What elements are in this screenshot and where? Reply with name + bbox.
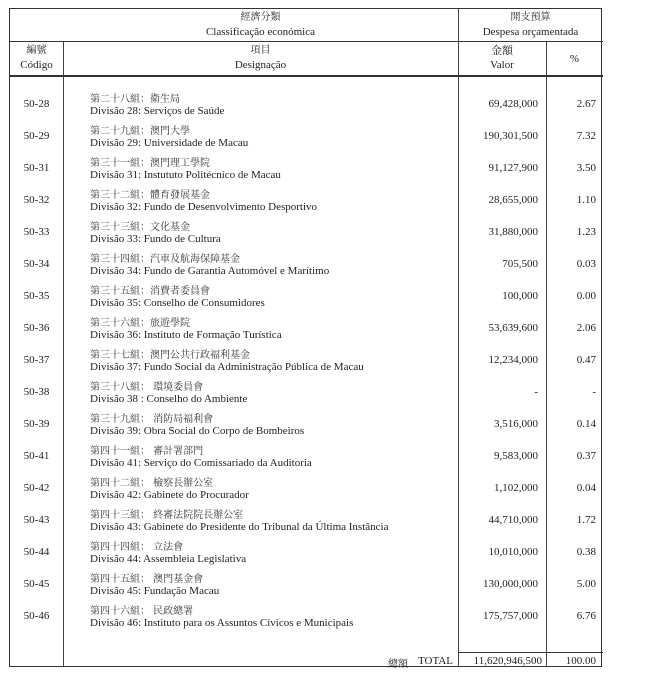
- row-code: 50-44: [23, 546, 50, 558]
- row-name-pt: Divisão 39: Obra Social do Corpo de Bombeiros: [90, 425, 305, 437]
- row-value: 69,428,000: [488, 98, 538, 110]
- total-value: 11,620,946,500: [473, 655, 542, 667]
- row-name-pt: Divisão 44: Assembleia Legislativa: [90, 553, 247, 565]
- row-name-pt: Divisão 35: Conselho de Consumidores: [90, 297, 265, 309]
- row-name-zh: 第三十八組： 環境委員會: [90, 382, 204, 393]
- row-code: 50-39: [23, 418, 50, 430]
- table-row: [10, 537, 603, 569]
- row-name-pt: Divisão 32: Fundo de Desenvolvimento Desportivo: [90, 201, 318, 213]
- row-name-pt: Divisão 28: Serviços de Saúde: [90, 105, 225, 117]
- row-percent: 5.00: [576, 578, 596, 590]
- row-percent: 1.23: [576, 226, 596, 238]
- row-name-pt: Divisão 34: Fundo de Garantia Automóvel e Marítimo: [90, 265, 330, 277]
- table-row: [10, 217, 603, 249]
- header-divider: [10, 75, 603, 77]
- row-name-zh: 第四十一組： 審計署部門: [90, 446, 204, 457]
- row-value: 28,655,000: [488, 194, 538, 206]
- table-row: [10, 89, 603, 121]
- row-value: 9,583,000: [494, 450, 538, 462]
- row-value: 130,000,000: [483, 578, 538, 590]
- row-code: 50-41: [23, 450, 50, 462]
- row-name-pt: Divisão 33: Fundo de Cultura: [90, 233, 221, 245]
- row-name-pt: Divisão 46: Instituto para os Assuntos Cívicos e Municipais: [90, 617, 354, 629]
- row-name-zh: 第四十五組： 澳門基金會: [90, 574, 204, 585]
- row-name-zh: 第三十二組：體育發展基金: [90, 190, 210, 201]
- item-header: [63, 44, 458, 72]
- row-name-zh: 第四十六組： 民政總署: [90, 606, 194, 617]
- table-row: [10, 569, 603, 601]
- row-percent: -: [592, 386, 596, 398]
- row-code: 50-42: [23, 482, 50, 494]
- row-name-pt: Divisão 31: Instututo Politécnico de Macau: [90, 169, 281, 181]
- value-pt: Valor: [490, 59, 514, 71]
- row-value: 1,102,000: [494, 482, 538, 494]
- row-percent: 7.32: [576, 130, 596, 142]
- code-pt: Código: [20, 59, 53, 71]
- row-value: 91,127,900: [488, 162, 538, 174]
- classification-pt: Classificação económica: [205, 26, 316, 38]
- total-percent: 100.00: [565, 655, 596, 667]
- row-percent: 0.04: [576, 482, 596, 494]
- item-zh: 項目: [250, 45, 271, 56]
- row-name-pt: Divisão 42: Gabinete do Procurador: [90, 489, 249, 501]
- table-row: [10, 281, 603, 313]
- table-row: [10, 121, 603, 153]
- row-value: 175,757,000: [483, 610, 538, 622]
- table-row: [10, 377, 603, 409]
- row-value: 705,500: [502, 258, 538, 270]
- row-name-zh: 第三十四組：汽車及航海保障基金: [90, 254, 240, 265]
- row-code: 50-33: [23, 226, 50, 238]
- row-name-zh: 第二十九組：澳門大學: [90, 126, 190, 137]
- item-pt: Designação: [234, 59, 287, 71]
- classification-header: [63, 11, 458, 39]
- row-code: 50-35: [23, 290, 50, 302]
- header-divider: [10, 41, 603, 42]
- row-percent: 2.06: [576, 322, 596, 334]
- table-row: [10, 345, 603, 377]
- row-name-zh: 第四十四組： 立法會: [90, 542, 184, 553]
- total-label-pt: TOTAL: [418, 655, 453, 667]
- row-percent: 0.37: [576, 450, 596, 462]
- row-percent: 0.14: [576, 418, 596, 430]
- row-name-pt: Divisão 29: Universidade de Macau: [90, 137, 249, 149]
- table-row: [10, 185, 603, 217]
- row-value: 10,010,000: [488, 546, 538, 558]
- row-value: 53,639,600: [488, 322, 538, 334]
- table-row: [10, 313, 603, 345]
- row-name-zh: 第三十六組：旅遊學院: [90, 318, 190, 329]
- row-value: 3,516,000: [494, 418, 538, 430]
- row-name-zh: 第二十八組：衛生局: [90, 94, 180, 105]
- budget-pt: Despesa orçamentada: [482, 26, 579, 38]
- row-name-pt: Divisão 36: Instituto de Formação Turística: [90, 329, 282, 341]
- value-header: [458, 44, 546, 72]
- row-name-pt: Divisão 43: Gabinete do Presidente do Tribunal da Última Instância: [90, 521, 389, 533]
- row-name-pt: Divisão 41: Serviço do Comissariado da Auditoria: [90, 457, 312, 469]
- budget-table: [9, 8, 602, 670]
- table-row: [10, 153, 603, 185]
- row-code: 50-36: [23, 322, 50, 334]
- percent-header: %: [569, 53, 580, 65]
- row-percent: 6.76: [576, 610, 596, 622]
- row-code: 50-38: [23, 386, 50, 398]
- row-code: 50-45: [23, 578, 50, 590]
- row-code: 50-28: [23, 98, 50, 110]
- row-name-zh: 第三十九組： 消防局福利會: [90, 414, 214, 425]
- total-row: [10, 655, 603, 668]
- table-row: [10, 249, 603, 281]
- row-percent: 3.50: [576, 162, 596, 174]
- row-name-zh: 第三十五組：消費者委員會: [90, 286, 210, 297]
- row-value: 12,234,000: [488, 354, 538, 366]
- row-code: 50-29: [23, 130, 50, 142]
- row-code: 50-46: [23, 610, 50, 622]
- row-code: 50-37: [23, 354, 50, 366]
- classification-zh: 經濟分類: [240, 12, 281, 23]
- row-percent: 0.38: [576, 546, 596, 558]
- row-percent: 0.47: [576, 354, 596, 366]
- table-row: [10, 473, 603, 505]
- code-header: [10, 44, 63, 72]
- row-name-pt: Divisão 37: Fundo Social da Administração Pública de Macau: [90, 361, 364, 373]
- row-code: 50-31: [23, 162, 50, 174]
- row-name-zh: 第三十一組：澳門理工學院: [90, 158, 210, 169]
- total-label-zh: 總額: [388, 659, 408, 670]
- row-name-pt: Divisão 38 : Conselho do Ambiente: [90, 393, 248, 405]
- row-value: 31,880,000: [488, 226, 538, 238]
- row-value: 44,710,000: [488, 514, 538, 526]
- table-row: [10, 409, 603, 441]
- table-row: [10, 441, 603, 473]
- row-name-pt: Divisão 45: Fundação Macau: [90, 585, 220, 597]
- row-name-zh: 第三十七組：澳門公共行政福利基金: [90, 350, 250, 361]
- row-percent: 0.03: [576, 258, 596, 270]
- budget-header: [458, 11, 603, 39]
- table-row: [10, 601, 603, 633]
- row-value: 190,301,500: [483, 130, 538, 142]
- row-percent: 1.72: [576, 514, 596, 526]
- total-divider: [458, 652, 603, 653]
- row-code: 50-32: [23, 194, 50, 206]
- row-name-zh: 第四十三組： 終審法院院長辦公室: [90, 510, 244, 521]
- row-percent: 1.10: [576, 194, 596, 206]
- row-percent: 2.67: [576, 98, 596, 110]
- row-name-zh: 第三十三組：文化基金: [90, 222, 190, 233]
- row-value: 100,000: [502, 290, 538, 302]
- code-zh: 編號: [26, 45, 47, 56]
- row-value: -: [534, 386, 538, 398]
- row-name-zh: 第四十二組： 檢察長辦公室: [90, 478, 214, 489]
- row-code: 50-34: [23, 258, 50, 270]
- row-code: 50-43: [23, 514, 50, 526]
- budget-zh: 開支預算: [510, 12, 551, 23]
- value-zh: 金額: [491, 44, 513, 57]
- row-percent: 0.00: [576, 290, 596, 302]
- table-row: [10, 505, 603, 537]
